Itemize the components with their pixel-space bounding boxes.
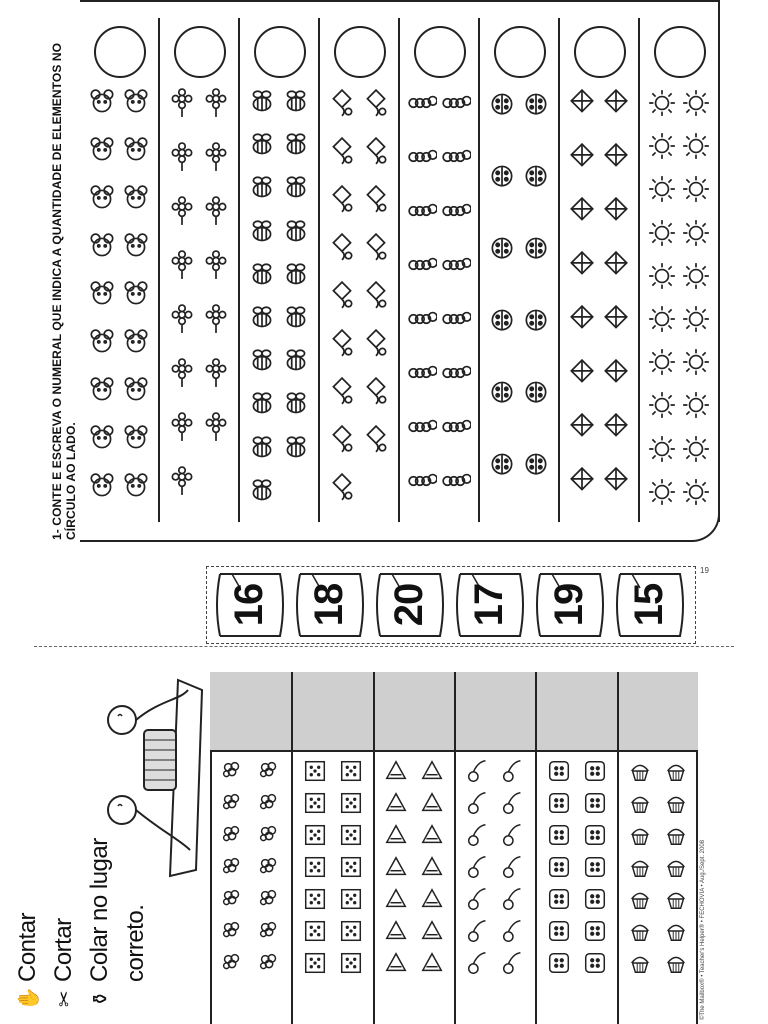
kite-child-icon <box>327 376 357 406</box>
sun-icon <box>681 174 711 204</box>
caterpillar-icon <box>441 412 471 442</box>
cherry-icon <box>465 790 491 816</box>
kite-icon <box>601 250 631 280</box>
caterpillar-icon <box>441 142 471 172</box>
kite-child-icon <box>327 328 357 358</box>
picture-group <box>86 88 152 518</box>
sun-icon <box>647 390 677 420</box>
sun-icon <box>681 88 711 118</box>
cracker-icon <box>302 758 328 784</box>
cracker-icon <box>338 758 364 784</box>
mouse-icon <box>87 424 117 454</box>
mouse-icon <box>121 376 151 406</box>
sun-icon <box>681 261 711 291</box>
number-card[interactable] <box>610 568 688 642</box>
cookie-icon <box>582 950 608 976</box>
ladybug-icon <box>487 88 517 118</box>
kite-icon <box>567 142 597 172</box>
sandwich-icon <box>383 918 409 944</box>
glue-icon: ⚱ <box>89 990 112 1008</box>
paste-column-crackers <box>291 672 372 1024</box>
cupcake-icon <box>627 822 653 848</box>
kite-icon <box>601 358 631 388</box>
bee-icon <box>281 261 311 291</box>
cherry-icon <box>465 758 491 784</box>
picture-group <box>406 88 472 518</box>
object-group <box>379 758 450 1024</box>
popcorn-icon <box>256 886 282 912</box>
paste-slot[interactable] <box>456 672 535 752</box>
flower-icon <box>201 412 231 442</box>
kite-icon <box>567 304 597 334</box>
object-group <box>541 758 612 1024</box>
picture-group <box>166 88 232 518</box>
flower-icon <box>167 88 197 118</box>
bee-icon <box>281 390 311 420</box>
mouse-icon <box>87 328 117 358</box>
number-card[interactable] <box>370 568 448 642</box>
kite-icon <box>601 304 631 334</box>
cracker-icon <box>302 790 328 816</box>
sun-icon <box>681 477 711 507</box>
cracker-icon <box>338 950 364 976</box>
mouse-icon <box>121 136 151 166</box>
paste-slot[interactable] <box>537 672 616 752</box>
cookie-icon <box>582 886 608 912</box>
cherry-icon <box>465 822 491 848</box>
number-card[interactable] <box>450 568 528 642</box>
kite-icon <box>567 466 597 496</box>
answer-circle[interactable] <box>334 26 386 78</box>
count-column-mice <box>80 18 160 522</box>
kite-child-icon <box>361 328 391 358</box>
cherry-icon <box>500 918 526 944</box>
ladybug-icon <box>487 376 517 406</box>
number-card[interactable] <box>530 568 608 642</box>
flower-icon <box>201 358 231 388</box>
number-card[interactable] <box>290 568 368 642</box>
copyright-credit: ©The Mailbox® • Teacher's Helper® • FECHOVIA • Aug./Sept. 2008 <box>700 839 706 1020</box>
mouse-icon <box>87 232 117 262</box>
mouse-icon <box>121 88 151 118</box>
cupcake-icon <box>663 918 689 944</box>
kite-child-icon <box>361 280 391 310</box>
number-card-label: 17 <box>466 583 511 627</box>
popcorn-icon <box>219 950 245 976</box>
cracker-icon <box>338 790 364 816</box>
bee-icon <box>281 88 311 118</box>
popcorn-icon <box>219 854 245 880</box>
bee-icon <box>247 218 277 248</box>
sun-icon <box>647 304 677 334</box>
number-card-label: 20 <box>386 583 431 627</box>
cracker-icon <box>302 886 328 912</box>
kite-child-icon <box>361 232 391 262</box>
bee-icon <box>247 477 277 507</box>
ladybug-icon <box>487 160 517 190</box>
page-number: 19 <box>700 566 709 575</box>
number-card-label: 16 <box>226 583 271 627</box>
answer-circle[interactable] <box>494 26 546 78</box>
cherry-icon <box>500 950 526 976</box>
bee-icon <box>281 174 311 204</box>
mouse-icon <box>87 376 117 406</box>
answer-circle[interactable] <box>654 26 706 78</box>
count-column-flowers <box>160 18 240 522</box>
popcorn-icon <box>256 758 282 784</box>
cherry-icon <box>500 886 526 912</box>
ladybug-icon <box>521 88 551 118</box>
cupcake-icon <box>663 790 689 816</box>
paste-column-cherries <box>454 672 535 1024</box>
sun-icon <box>647 261 677 291</box>
cut-line <box>34 646 734 647</box>
ladybug-icon <box>521 376 551 406</box>
cookie-icon <box>546 758 572 784</box>
paste-slot[interactable] <box>375 672 454 752</box>
bee-icon <box>247 261 277 291</box>
cracker-icon <box>338 854 364 880</box>
picture-group <box>246 88 312 518</box>
popcorn-icon <box>256 822 282 848</box>
mouse-icon <box>121 424 151 454</box>
object-group <box>623 758 694 1024</box>
cupcake-icon <box>663 950 689 976</box>
kite-icon <box>601 88 631 118</box>
sun-icon <box>681 390 711 420</box>
sun-icon <box>647 347 677 377</box>
cracker-icon <box>338 886 364 912</box>
count-column-kites <box>560 18 640 522</box>
cupcake-icon <box>627 790 653 816</box>
popcorn-icon <box>256 950 282 976</box>
paste-column-cupcakes <box>617 672 698 1024</box>
paste-column-cookies <box>535 672 616 1024</box>
bee-icon <box>247 347 277 377</box>
paste-column-sandwiches <box>373 672 454 1024</box>
mouse-icon <box>87 136 117 166</box>
cookie-icon <box>582 758 608 784</box>
step-label: Cortar <box>50 918 77 982</box>
caterpillar-icon <box>407 196 437 226</box>
sandwich-icon <box>419 758 445 784</box>
sandwich-icon <box>419 886 445 912</box>
mouse-icon <box>121 280 151 310</box>
sandwich-icon <box>383 822 409 848</box>
kite-child-icon <box>327 424 357 454</box>
flower-icon <box>167 142 197 172</box>
popcorn-icon <box>219 822 245 848</box>
bee-icon <box>281 131 311 161</box>
mouse-icon <box>121 472 151 502</box>
sun-icon <box>647 174 677 204</box>
sun-icon <box>647 434 677 464</box>
picture-group <box>646 88 712 518</box>
caterpillar-icon <box>441 196 471 226</box>
kite-child-icon <box>361 376 391 406</box>
caterpillar-icon <box>441 304 471 334</box>
cupcake-icon <box>627 758 653 784</box>
picture-group <box>566 88 632 518</box>
cracker-icon <box>302 822 328 848</box>
cupcake-icon <box>627 886 653 912</box>
cookie-icon <box>546 950 572 976</box>
kite-child-icon <box>361 184 391 214</box>
cupcake-icon <box>663 822 689 848</box>
count-column-caterpillars <box>400 18 480 522</box>
flower-icon <box>167 304 197 334</box>
kite-child-icon <box>327 184 357 214</box>
caterpillar-icon <box>407 142 437 172</box>
popcorn-icon <box>256 918 282 944</box>
number-card[interactable] <box>210 568 288 642</box>
cupcake-icon <box>627 918 653 944</box>
flower-icon <box>167 196 197 226</box>
step-cut <box>46 656 82 1016</box>
flower-icon <box>201 304 231 334</box>
flower-icon <box>167 250 197 280</box>
mouse-icon <box>87 472 117 502</box>
object-group <box>297 758 368 1024</box>
popcorn-icon <box>256 854 282 880</box>
picture-group <box>486 88 552 518</box>
bee-icon <box>247 174 277 204</box>
mouse-icon <box>87 280 117 310</box>
kite-child-icon <box>327 88 357 118</box>
flower-icon <box>201 250 231 280</box>
mouse-icon <box>87 184 117 214</box>
bee-icon <box>247 304 277 334</box>
count-column-suns <box>640 18 720 522</box>
sandwich-icon <box>419 950 445 976</box>
caterpillar-icon <box>441 88 471 118</box>
popcorn-icon <box>219 790 245 816</box>
cookie-icon <box>546 886 572 912</box>
cookie-icon <box>582 822 608 848</box>
kite-icon <box>567 412 597 442</box>
cherry-icon <box>465 918 491 944</box>
cracker-icon <box>338 822 364 848</box>
sandwich-icon <box>383 790 409 816</box>
cupcake-icon <box>663 886 689 912</box>
bee-icon <box>247 88 277 118</box>
cherry-icon <box>465 950 491 976</box>
count-column-ladybugs <box>480 18 560 522</box>
kite-icon <box>567 358 597 388</box>
ladybug-icon <box>487 304 517 334</box>
kite-child-icon <box>361 424 391 454</box>
kite-child-icon <box>361 136 391 166</box>
cookie-icon <box>582 854 608 880</box>
cookie-icon <box>546 918 572 944</box>
count-column-bees <box>240 18 320 522</box>
sun-icon <box>647 218 677 248</box>
cupcake-icon <box>663 854 689 880</box>
cookie-icon <box>546 790 572 816</box>
kite-icon <box>601 196 631 226</box>
kite-icon <box>601 142 631 172</box>
sandwich-icon <box>383 758 409 784</box>
picture-group <box>326 88 392 518</box>
kite-icon <box>567 88 597 118</box>
answer-circle[interactable] <box>414 26 466 78</box>
number-card-label: 15 <box>626 583 671 627</box>
popcorn-icon <box>256 790 282 816</box>
sun-icon <box>681 218 711 248</box>
popcorn-icon <box>219 758 245 784</box>
cookie-icon <box>582 790 608 816</box>
sandwich-icon <box>419 854 445 880</box>
popcorn-icon <box>219 886 245 912</box>
flower-icon <box>167 412 197 442</box>
cherry-icon <box>465 886 491 912</box>
sun-icon <box>681 304 711 334</box>
kite-child-icon <box>327 472 357 502</box>
sun-icon <box>647 477 677 507</box>
cupcake-icon <box>627 854 653 880</box>
flower-icon <box>201 142 231 172</box>
sandwich-icon <box>419 918 445 944</box>
picnic-kids-illustration <box>100 660 204 880</box>
cracker-icon <box>302 918 328 944</box>
bee-icon <box>281 434 311 464</box>
bee-icon <box>281 347 311 377</box>
bee-icon <box>247 131 277 161</box>
step-count <box>10 656 46 1016</box>
sun-icon <box>647 131 677 161</box>
count-column-kite-kids <box>320 18 400 522</box>
kite-icon <box>567 250 597 280</box>
ladybug-icon <box>521 448 551 478</box>
paste-slot[interactable] <box>619 672 698 752</box>
caterpillar-icon <box>407 358 437 388</box>
instruction-line-1: 1- CONTE E ESCREVA O NUMERAL QUE INDICA A QUANTIDADE DE ELEMENTOS NO <box>50 42 64 540</box>
sandwich-icon <box>383 886 409 912</box>
number-card-label: 19 <box>546 583 591 627</box>
paste-column-popcorn <box>210 672 291 1024</box>
cherry-icon <box>500 790 526 816</box>
bee-icon <box>281 218 311 248</box>
number-card-label: 18 <box>306 583 351 627</box>
cracker-icon <box>302 854 328 880</box>
cherry-icon <box>500 822 526 848</box>
popcorn-icon <box>219 918 245 944</box>
cupcake-icon <box>627 950 653 976</box>
sun-icon <box>647 88 677 118</box>
caterpillar-icon <box>407 466 437 496</box>
cookie-icon <box>546 854 572 880</box>
kite-child-icon <box>327 232 357 262</box>
caterpillar-icon <box>407 304 437 334</box>
cookie-icon <box>546 822 572 848</box>
kite-child-icon <box>327 280 357 310</box>
ladybug-icon <box>521 232 551 262</box>
cracker-icon <box>302 950 328 976</box>
caterpillar-icon <box>441 250 471 280</box>
kite-icon <box>601 412 631 442</box>
cherry-icon <box>500 758 526 784</box>
flower-icon <box>201 88 231 118</box>
bee-icon <box>247 434 277 464</box>
kite-child-icon <box>327 136 357 166</box>
caterpillar-icon <box>441 466 471 496</box>
sandwich-icon <box>383 950 409 976</box>
caterpillar-icon <box>407 250 437 280</box>
ladybug-icon <box>487 232 517 262</box>
sun-icon <box>681 434 711 464</box>
hand-icon: ✋ <box>17 986 40 1012</box>
kite-icon <box>567 196 597 226</box>
cupcake-icon <box>663 758 689 784</box>
ladybug-icon <box>521 304 551 334</box>
answer-circle[interactable] <box>574 26 626 78</box>
cookie-icon <box>582 918 608 944</box>
ladybug-icon <box>521 160 551 190</box>
flower-icon <box>167 358 197 388</box>
kite-child-icon <box>361 88 391 118</box>
mouse-icon <box>87 88 117 118</box>
sun-icon <box>681 347 711 377</box>
step-label: correto. <box>122 904 149 982</box>
sandwich-icon <box>419 822 445 848</box>
answer-circle[interactable] <box>94 26 146 78</box>
scissors-icon: ✂ <box>53 990 76 1008</box>
sandwich-icon <box>383 854 409 880</box>
object-group <box>214 758 287 1024</box>
step-label: Colar no lugar <box>86 838 113 982</box>
kite-icon <box>601 466 631 496</box>
cherry-icon <box>500 854 526 880</box>
caterpillar-icon <box>407 412 437 442</box>
bee-icon <box>281 304 311 334</box>
answer-circle[interactable] <box>174 26 226 78</box>
ladybug-icon <box>487 448 517 478</box>
caterpillar-icon <box>407 88 437 118</box>
mouse-icon <box>121 184 151 214</box>
instruction-line-2: CÍRCULO AO LADO. <box>64 422 78 540</box>
sun-icon <box>681 131 711 161</box>
caterpillar-icon <box>441 358 471 388</box>
cracker-icon <box>338 918 364 944</box>
sandwich-icon <box>419 790 445 816</box>
paste-slot[interactable] <box>210 672 291 752</box>
flower-icon <box>167 466 197 496</box>
mouse-icon <box>121 328 151 358</box>
answer-circle[interactable] <box>254 26 306 78</box>
bee-icon <box>247 390 277 420</box>
cherry-icon <box>465 854 491 880</box>
mouse-icon <box>121 232 151 262</box>
paste-slot[interactable] <box>293 672 372 752</box>
step-label: Contar <box>14 912 41 982</box>
object-group <box>460 758 531 1024</box>
flower-icon <box>201 196 231 226</box>
